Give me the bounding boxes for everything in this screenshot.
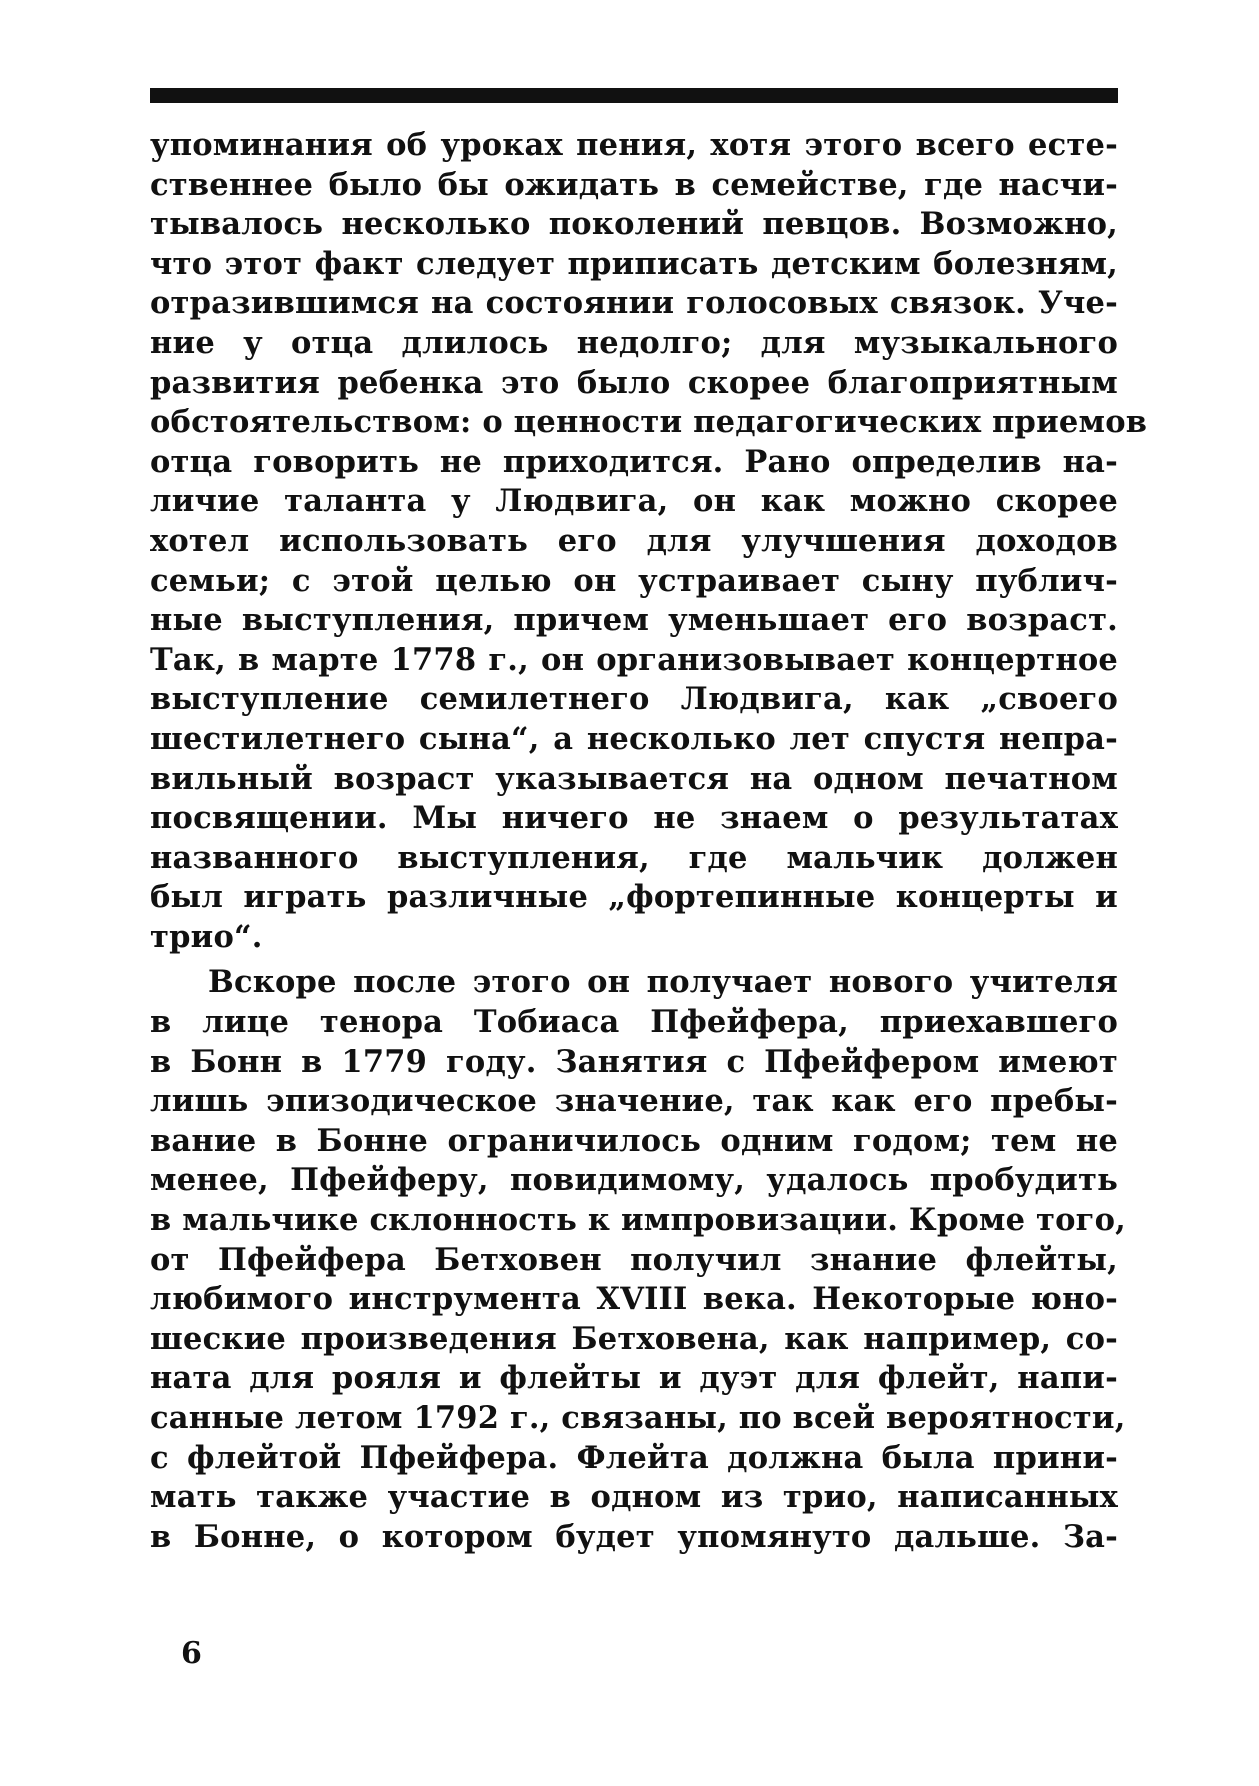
text-line: в Бонне, о котором будет упомянуто дальше. За- [150, 1518, 1118, 1555]
text-line: семьи; с этой целью он устраивает сыну публич- [150, 562, 1118, 599]
text-line: в Бонн в 1779 году. Занятия с Пфейфером имеют [150, 1043, 1118, 1080]
text-line: ние у отца длилось недолго; для музыкального [150, 324, 1118, 361]
text-line: что этот факт следует приписать детским болезням, [150, 245, 1118, 282]
text-line: ные выступления, причем уменьшает его возраст. [150, 602, 1118, 639]
text-line: санные летом 1792 г., связаны, по всей вероятности, [150, 1400, 1126, 1436]
text-line: был играть различные „фортепинные концерты и [150, 879, 1118, 916]
text-line: обстоятельством: о ценности педагогических приемов [150, 404, 1148, 441]
text-line: развития ребенка это было скорее благоприятным [150, 364, 1118, 401]
text-line: Так, в марте 1778 г., он организовывает концертное [150, 641, 1118, 678]
text-line: отца говорить не приходится. Рано определив на- [150, 443, 1118, 480]
text-line: с флейтой Пфейфера. Флейта должна была прини- [150, 1439, 1118, 1476]
top-rule [150, 88, 1118, 103]
text-line: вание в Бонне ограничилось одним годом; тем не [150, 1122, 1118, 1159]
text-line: ната для рояля и флейты и дуэт для флейт, напи- [150, 1360, 1118, 1397]
paragraph-1 [150, 126, 1148, 957]
text-line: хотел использовать его для улучшения доходов [150, 522, 1118, 559]
text-line: мать также участие в одном из трио, написанных [150, 1479, 1118, 1516]
text-line: ственнее было бы ожидать в семействе, где насчи- [150, 166, 1118, 203]
text-line: трио“. [150, 918, 263, 955]
text-line: вильный возраст указывается на одном печатном [150, 760, 1118, 797]
text-line: любимого инструмента XVIII века. Некоторые юно- [150, 1281, 1118, 1318]
text-line: посвящении. Мы ничего не знаем о результатах [150, 800, 1118, 837]
text-line: выступление семилетнего Людвига, как „своего [150, 681, 1118, 718]
text-line: Вскоре после этого он получает нового учителя [208, 964, 1118, 1001]
text-line: в лице тенора Тобиаса Пфейфера, приехавшего [150, 1004, 1118, 1041]
text-line: в мальчике склонность к импровизации. Кроме того, [150, 1202, 1126, 1239]
text-line: тывалось несколько поколений певцов. Возможно, [150, 206, 1118, 243]
text-line: шеские произведения Бетховена, как например, со- [150, 1320, 1118, 1357]
text-line: от Пфейфера Бетховен получил знание флейты, [150, 1241, 1118, 1278]
page-number: 6 [181, 1636, 202, 1671]
text-line: лишь эпизодическое значение, так как его пребы- [150, 1083, 1118, 1120]
paragraph-2 [150, 963, 1126, 1557]
text-line: менее, Пфейферу, повидимому, удалось пробудить [150, 1162, 1118, 1199]
text-block [150, 126, 1148, 1557]
text-line: шестилетнего сына“, а несколько лет спустя непра- [150, 720, 1118, 757]
text-line: названного выступления, где мальчик должен [150, 839, 1118, 876]
text-line: отразившимся на состоянии голосовых связок. Уче- [150, 285, 1118, 322]
text-line: упоминания об уроках пения, хотя этого всего есте- [150, 127, 1118, 163]
text-line: личие таланта у Людвига, он как можно скорее [150, 483, 1118, 520]
